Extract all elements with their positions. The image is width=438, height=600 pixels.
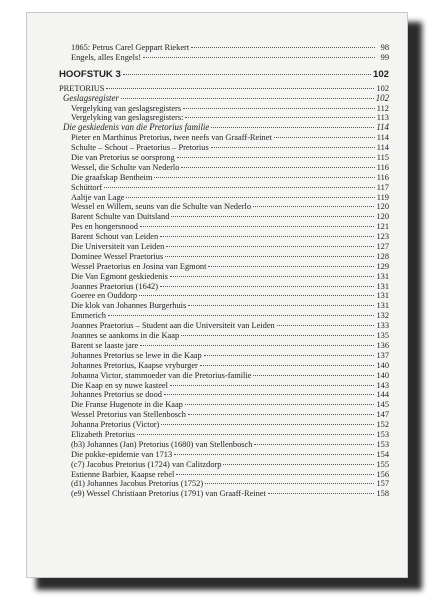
toc-entry (59, 291, 389, 301)
page-number: 120 (376, 202, 389, 212)
toc-entry (59, 163, 389, 173)
dot-leader (143, 57, 375, 58)
dot-leader (154, 177, 374, 178)
dot-leader (177, 157, 375, 158)
page-number: 120 (376, 212, 389, 222)
toc-entry (59, 173, 389, 183)
dot-leader (253, 375, 374, 376)
dot-leader (274, 137, 375, 138)
dot-leader (137, 434, 374, 435)
page-number: 158 (376, 489, 389, 499)
toc-entry-title: Die Universiteit van Leiden (71, 242, 165, 252)
page-number: 157 (376, 479, 389, 489)
toc-entry-title: Vergelyking van geslagsregisters: (71, 113, 184, 123)
toc-entry-title: Schulte – Schout – Praetorius – Pretorius (71, 143, 209, 153)
dot-leader (160, 286, 374, 287)
toc-entry-title: Barent se laaste jare (71, 340, 139, 350)
page-number: 136 (376, 340, 389, 350)
page-number: 152 (376, 420, 389, 430)
dot-leader (253, 206, 374, 207)
toc-entry-title: Elizabeth Pretorius (71, 429, 135, 439)
toc-entry-title: (e9) Wessel Christiaan Pretorius (1791) van Graaff-Reinet (71, 489, 266, 499)
page-number: 140 (376, 370, 389, 380)
toc-entry-title: Pes en hongersnood (71, 222, 138, 232)
toc-entry-title: Johanna Pretorius (Victor) (71, 420, 160, 430)
dot-leader (183, 108, 375, 109)
toc-entry-title: Wessel Pretorius van Stellenbosch (71, 410, 186, 420)
page-number: 144 (376, 390, 389, 400)
dot-leader (188, 414, 375, 415)
toc-entry (59, 53, 389, 63)
dot-leader (277, 325, 375, 326)
toc-entry (59, 202, 389, 212)
dot-leader (208, 266, 374, 267)
toc-entry-title: Wessel en Willem, seuns van die Schulte van Nederlo (71, 202, 252, 212)
toc-entry (59, 440, 389, 450)
dot-leader (170, 385, 374, 386)
toc-entry-title: Goeree en Ouddorp (71, 291, 138, 301)
toc-entry-title: 1865: Petrus Carel Geppart Riekert (71, 43, 190, 52)
toc-entry-title: Die graafskap Bentheim (71, 172, 153, 182)
toc-entry (59, 371, 389, 381)
toc-entry (59, 123, 389, 133)
page-number: 155 (376, 459, 389, 469)
toc-entry-title: Die klok van Johannes Burgerhuis (71, 301, 187, 311)
toc-entry (59, 321, 389, 331)
toc-entry (59, 410, 389, 420)
page-number: 102 (372, 68, 389, 80)
page-number: 143 (376, 380, 389, 390)
page-number: 156 (376, 469, 389, 479)
toc-entry (59, 460, 389, 470)
toc-entry-title: (b3) Johannes (Jan) Pretorius (1680) van Stellenbosch (71, 439, 253, 449)
toc-entry (59, 133, 389, 143)
dot-leader (181, 335, 374, 336)
page-number: 99 (380, 52, 389, 62)
dot-leader (200, 365, 375, 366)
dot-leader (170, 276, 375, 277)
dot-leader (108, 315, 375, 316)
dot-leader (160, 236, 374, 237)
toc-entry-title: Die Kaap en sy nuwe kasteel (71, 380, 168, 390)
toc-entry-title: Barent Schulte van Duitsland (71, 212, 170, 222)
toc-entry-title: Schüttorf (71, 182, 103, 192)
dot-leader (254, 444, 374, 445)
page-number: 98 (380, 43, 389, 52)
toc-entry (59, 143, 389, 153)
page-number: 129 (376, 261, 389, 271)
page-number: 137 (376, 350, 389, 360)
dot-leader (181, 167, 374, 168)
page-number: 117 (376, 182, 389, 192)
toc-entry-title: Joannes Praetorius (1642) (71, 281, 158, 291)
dot-leader (268, 493, 375, 494)
toc-entry-title: HOOFSTUK 3 (59, 68, 121, 80)
dot-leader (121, 98, 374, 99)
dot-leader (191, 47, 375, 48)
page-number: 112 (376, 103, 389, 113)
dot-leader (104, 187, 375, 188)
toc-entry-title: (c7) Jacobus Pretorius (1724) van Calitzdorp (71, 459, 222, 469)
toc-entry (59, 390, 389, 400)
dot-leader (223, 464, 374, 465)
toc-entry-title: PRETORIUS (59, 83, 105, 93)
dot-leader (139, 295, 374, 296)
dot-leader (204, 355, 375, 356)
toc-entry (59, 341, 389, 351)
toc-entry-title: Aaltje van Lage (71, 192, 125, 202)
dot-leader (165, 256, 374, 257)
page-number: 102 (376, 83, 389, 93)
dot-leader (176, 474, 374, 475)
page-number: 113 (376, 113, 389, 123)
toc-entry-title: Die geskiedenis van die Pretorius familie (63, 122, 210, 133)
toc-entry (59, 212, 389, 222)
toc-entry-title: Vergelyking van geslagsregisters (71, 103, 182, 113)
page-number: 131 (376, 281, 389, 291)
toc-entry (59, 489, 389, 499)
page-number: 127 (376, 242, 389, 252)
page-number: 135 (376, 331, 389, 341)
toc-entry-title: Wessel, die Schulte van Nederlo (71, 162, 180, 172)
dot-leader (164, 394, 374, 395)
toc-entry (59, 301, 389, 311)
page-number: 116 (376, 162, 389, 172)
toc-entry (59, 420, 389, 430)
page-number: 114 (376, 133, 389, 143)
page-number: 114 (376, 143, 389, 153)
page-number: 145 (376, 400, 389, 410)
toc-entry (59, 193, 389, 203)
dot-leader (188, 305, 374, 306)
toc-entry (59, 361, 389, 371)
toc-entry-title: Joannes se aankoms in die Kaap (71, 331, 180, 341)
toc-entry (59, 470, 389, 480)
toc-entry-title: Joannes Praetorius – Student aan die Universiteit van Leiden (71, 321, 275, 331)
book-page (26, 12, 408, 578)
dot-leader (171, 216, 374, 217)
page-number: 131 (376, 291, 389, 301)
table-of-contents (59, 43, 389, 499)
toc-entry-title: Estienne Barbier, Kaapse rebel (71, 469, 175, 479)
toc-entry-title: Die Franse Hugenote in die Kaap (71, 400, 183, 410)
page-number: 102 (375, 92, 389, 103)
toc-entry (59, 94, 389, 104)
toc-entry (59, 311, 389, 321)
page-number: 133 (376, 321, 389, 331)
dot-leader (161, 424, 374, 425)
toc-entry-title: Barent Schout van Leiden (71, 232, 159, 242)
page-number: 153 (376, 439, 389, 449)
page-number: 121 (376, 222, 389, 232)
page-number: 115 (376, 153, 389, 163)
page-number: 131 (376, 271, 389, 281)
chapter-heading (59, 67, 389, 82)
toc-entry-title: Geslagsregister (63, 92, 119, 103)
page-number: 132 (376, 311, 389, 321)
page-number: 119 (376, 192, 389, 202)
toc-entry-title: Johanna Victor, stammoeder van die Pretorius-familie (71, 370, 252, 380)
dot-leader (211, 147, 375, 148)
toc-entry-title: Die pokke-epidemie van 1713 (71, 449, 173, 459)
page-number: 131 (376, 301, 389, 311)
page-number: 116 (376, 172, 389, 182)
toc-entry-title: Pieter en Marthinus Pretorius, twee neefs van Graaff-Reinet (71, 133, 272, 143)
toc-entry-title: Die van Pretorius se oorsprong (71, 153, 175, 163)
toc-entry (59, 479, 389, 489)
toc-entry (59, 351, 389, 361)
toc-entry-title: (d1) Johannes Jacobus Pretorius (1752) (71, 479, 204, 489)
toc-entry (59, 242, 389, 252)
toc-entry (59, 183, 389, 193)
dot-leader (185, 117, 374, 118)
toc-entry-title: Johannes Pretorius se lewe in die Kaap (71, 350, 202, 360)
dot-leader (174, 454, 374, 455)
toc-entry (59, 43, 389, 53)
toc-entry (59, 262, 389, 272)
toc-entry (59, 430, 389, 440)
toc-entry-title: Dominee Wessel Praetorius (71, 251, 164, 261)
toc-entry (59, 331, 389, 341)
page-number: 114 (376, 122, 389, 133)
dot-leader (140, 345, 374, 346)
page-number: 140 (376, 360, 389, 370)
toc-entry (59, 272, 389, 282)
page-number: 123 (376, 232, 389, 242)
dot-leader (106, 88, 374, 89)
toc-entry-title: Johannes Pretorius, Kaapse vryburger (71, 360, 198, 370)
page-number: 147 (376, 410, 389, 420)
toc-entry (59, 381, 389, 391)
dot-leader (205, 483, 374, 484)
toc-entry-title: Die Van Egmont geskiedenis (71, 271, 168, 281)
toc-entry-title: Emmerich (71, 311, 106, 321)
toc-entry-title: Johannes Pretorius se dood (71, 390, 162, 400)
toc-entry (59, 222, 389, 232)
toc-entry (59, 282, 389, 292)
toc-entry (59, 252, 389, 262)
dot-leader (211, 127, 374, 128)
toc-entry (59, 232, 389, 242)
dot-leader (166, 246, 374, 247)
dot-leader (140, 226, 374, 227)
toc-entry (59, 450, 389, 460)
dot-leader (123, 74, 371, 75)
page-number: 153 (376, 429, 389, 439)
page-number: 128 (376, 251, 389, 261)
toc-entry-title: Engels, alles Engels! (71, 52, 142, 62)
toc-entry-title: Wessel Praetorius en Josina van Egmont (71, 261, 207, 271)
toc-entry (59, 153, 389, 163)
dot-leader (126, 197, 374, 198)
toc-entry (59, 104, 389, 114)
toc-entry (59, 400, 389, 410)
dot-leader (185, 404, 375, 405)
page-number: 154 (376, 449, 389, 459)
